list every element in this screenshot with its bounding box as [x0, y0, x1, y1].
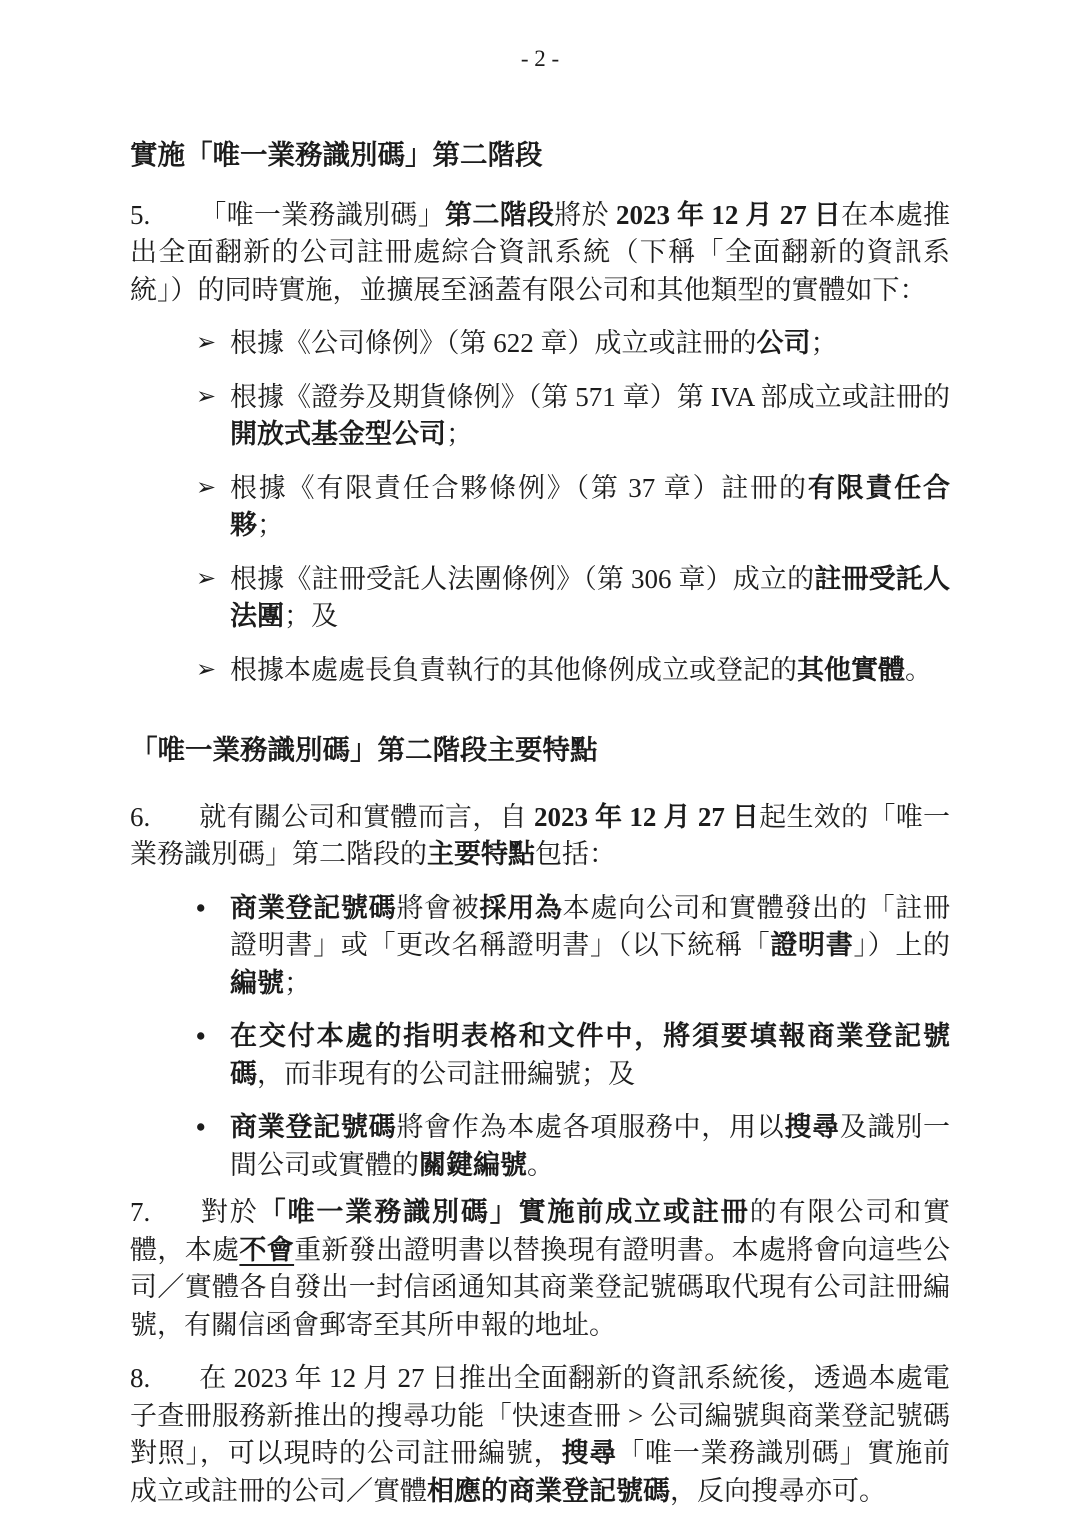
list-item [130, 561, 950, 636]
paragraph-8 [130, 1360, 950, 1510]
list-item [130, 1109, 950, 1184]
list-item [130, 470, 950, 545]
paragraph-7 [130, 1194, 950, 1344]
paragraph-number: 5. [130, 199, 151, 230]
paragraph-text: 就有關公司和實體而言，自 2023 年 12 月 27 日起生效的「唯一業務識別碼」第二階段的主要特點包括： [130, 801, 951, 869]
arrow-bullet-icon: ➢ [196, 474, 217, 501]
section-heading-key-features: 「唯一業務識別碼」第二階段主要特點 [130, 734, 598, 765]
dot-bullet-icon: • [196, 1021, 206, 1051]
list-item [130, 1018, 950, 1093]
paragraph-number: 7. [130, 1197, 151, 1227]
paragraph-text: 「唯一業務識別碼」第二階段將於 2023 年 12 月 27 日在本處推出全面翻新的公司註冊處綜合資訊系統（下稱「全面翻新的資訊系統」）的同時實施，並擴展至涵蓋有限公司和其他類型的實體如下： [130, 199, 951, 305]
paragraph-text: 在 2023 年 12 月 27 日推出全面翻新的資訊系統後，透過本處電子查冊服務新推出的搜尋功能「快速查冊 > 公司編號與商業登記號碼對照」，可以現時的公司註冊編號，搜尋「唯一業務識別碼」實施前成立或註冊的公司／實體相應的商業登記號碼，反向搜尋亦可。 [130, 1363, 951, 1506]
list-item-text: 商業登記號碼將會被採用為本處向公司和實體發出的「註冊證明書」或「更改名稱證明書」（以下統稱「證明書」）上的編號； [230, 892, 951, 998]
list-item-text: 根據《有限責任合夥條例》（第 37 章）註冊的有限責任合夥； [230, 472, 951, 540]
key-feature-list [130, 890, 950, 1185]
list-item-text: 商業登記號碼將會作為本處各項服務中，用以搜尋及識別一間公司或實體的關鍵編號。 [230, 1112, 951, 1180]
paragraph-text: 對於「唯一業務識別碼」實施前成立或註冊的有限公司和實體，本處不會重新發出證明書以替換現有證明書。本處將會向這些公司／實體各自發出一封信函通知其商業登記號碼取代現有公司註冊編號，有關信函會郵寄至其所申報的地址。 [130, 1197, 951, 1340]
entity-type-list [130, 325, 950, 689]
arrow-bullet-icon: ➢ [196, 565, 217, 592]
list-item-text: 根據《公司條例》（第 622 章）成立或註冊的公司； [230, 328, 838, 358]
dot-bullet-icon: • [196, 892, 206, 923]
list-item-text: 根據《證券及期貨條例》（第 571 章）第 IVA 部成立或註冊的開放式基金型公司； [230, 381, 950, 449]
list-item-text: 在交付本處的指明表格和文件中，將須要填報商業登記號碼，而非現有的公司註冊編號；及 [230, 1021, 950, 1089]
arrow-bullet-icon: ➢ [196, 330, 217, 356]
section-heading-implementation: 實施「唯一業務識別碼」第二階段 [130, 139, 543, 170]
paragraph-number: 8. [130, 1363, 151, 1393]
paragraph-5 [130, 197, 950, 310]
list-item [130, 325, 950, 363]
dot-bullet-icon: • [196, 1112, 206, 1142]
paragraph-6 [130, 799, 950, 874]
list-item-text: 根據《註冊受託人法團條例》（第 306 章）成立的註冊受託人法團；及 [230, 563, 951, 631]
list-item-text: 根據本處處長負責執行的其他條例成立或登記的其他實體。 [230, 654, 932, 685]
list-item [130, 890, 950, 1003]
arrow-bullet-icon: ➢ [196, 383, 217, 410]
list-item [130, 379, 950, 454]
paragraph-number: 6. [130, 801, 151, 832]
arrow-bullet-icon: ➢ [196, 656, 217, 683]
page-number: - 2 - [520, 46, 560, 71]
list-item [130, 652, 950, 690]
